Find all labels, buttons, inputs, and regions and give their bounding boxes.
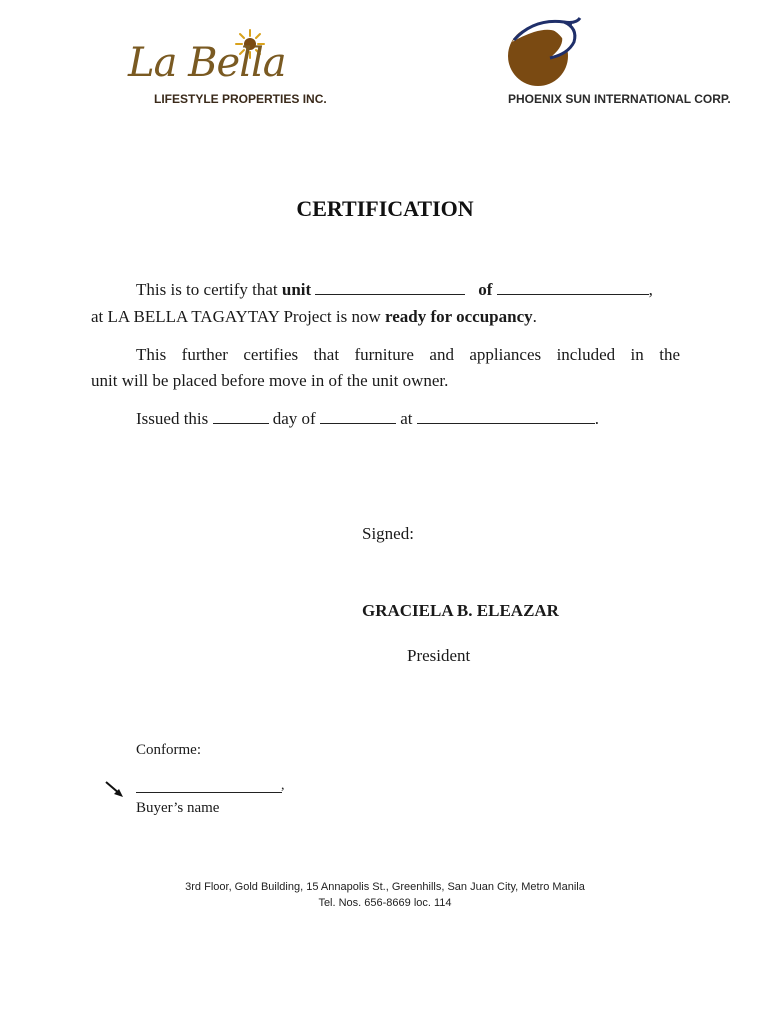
furniture-line-2: unit will be placed before move in of the unit owner. — [91, 371, 449, 390]
certify-line-1 — [136, 277, 653, 303]
buyer-signature-blank[interactable] — [136, 780, 282, 793]
signed-label: Signed: — [362, 524, 414, 543]
labella-subtitle: LIFESTYLE PROPERTIES INC. — [154, 92, 327, 106]
project-blank[interactable] — [497, 293, 649, 295]
comma: , — [281, 778, 285, 793]
certify-lead: This is to certify that — [136, 280, 278, 299]
of-label: of — [478, 280, 493, 299]
day-of-label: day of — [272, 409, 316, 428]
signatory-position: President — [407, 646, 471, 665]
period: . — [594, 409, 599, 428]
occupancy-status: ready for occupancy — [385, 307, 533, 326]
conforme-label: Conforme: — [136, 742, 201, 758]
footer-phone: Tel. Nos. 656-8669 loc. 114 — [318, 897, 452, 909]
project-statement: at LA BELLA TAGAYTAY Project is now — [91, 307, 381, 326]
document-title: CERTIFICATION — [296, 196, 474, 221]
day-blank[interactable] — [213, 422, 269, 424]
furniture-line-1: This further certifies that furniture and appliances included in the — [136, 345, 680, 364]
at-label: at — [400, 409, 413, 428]
signatory-name: GRACIELA B. ELEAZAR — [362, 601, 559, 620]
issued-label: Issued this — [136, 409, 209, 428]
footer-address: 3rd Floor, Gold Building, 15 Annapolis St., Greenhills, San Juan City, Metro Manila — [185, 881, 585, 893]
certify-line-2 — [91, 304, 537, 330]
comma: , — [648, 280, 653, 299]
arrow-pointer-icon — [104, 780, 126, 800]
issued-line — [136, 406, 599, 432]
place-blank[interactable] — [417, 422, 595, 424]
labella-logo — [128, 28, 328, 108]
phoenix-emblem-icon — [504, 12, 584, 88]
month-blank[interactable] — [320, 422, 396, 424]
phoenix-sun-logo — [504, 12, 731, 112]
period: . — [532, 307, 537, 326]
unit-label: unit — [281, 280, 312, 299]
labella-wordmark: La Bella — [128, 40, 286, 86]
buyer-name-label: Buyer’s name — [136, 800, 220, 816]
phoenix-subtitle: PHOENIX SUN INTERNATIONAL CORP. — [508, 92, 731, 106]
unit-blank[interactable] — [315, 293, 465, 295]
